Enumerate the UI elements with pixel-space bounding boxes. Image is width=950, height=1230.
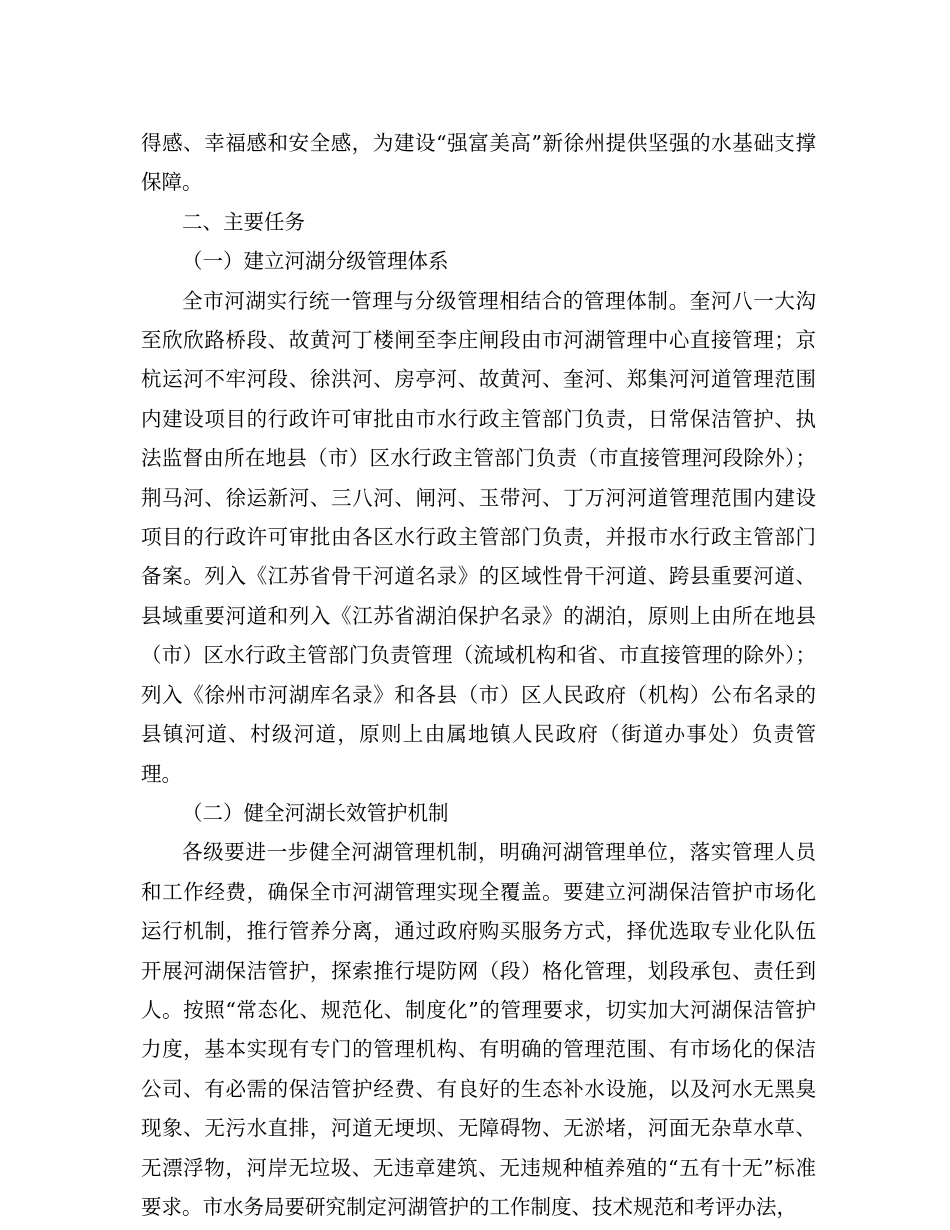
document-body xyxy=(141,124,816,1227)
section-heading-main-tasks: 二、主要任务 xyxy=(182,209,305,234)
subsection-heading-1: （一）建立河湖分级管理体系 xyxy=(182,249,449,274)
paragraph-maintenance-mechanism: 各级要进一步健全河湖管理机制，明确河湖管理单位，落实管理人员和工作经费，确保全市河湖管理实现全覆盖。要建立河湖保洁管护市场化运行机制，推行管养分离，通过政府购买服务方式，择优选取专业化队伍开展河湖保洁管护，探索推行堤防网（段）格化管理，划段承包、责任到人。按照“常态化、规范化、制度化”的管理要求，切实加大河湖保洁管护力度，基本实现有专门的管理机构、有明确的管理范围、有市场化的保洁公司、有必需的保洁管护经费、有良好的生态补水设施，以及河水无黑臭现象、无污水直排，河道无埂坝、无障碍物、无淤堵，河面无杂草水草、无漂浮物，河岸无垃圾、无违章建筑、无违规种植养殖的“五有十无”标准要求。市水务局要研究制定河湖管护的工作制度、技术规范和考评办法， xyxy=(141,840,816,1219)
paragraph-continuation: 得感、幸福感和安全感，为建设“强富美高”新徐州提供坚强的水基础支撑保障。 xyxy=(141,131,816,195)
subsection-heading-2: （二）健全河湖长效管护机制 xyxy=(182,800,449,825)
paragraph-management-system: 全市河湖实行统一管理与分级管理相结合的管理体制。奎河八一大沟至欣欣路桥段、故黄河丁楼闸至李庄闸段由市河湖管理中心直接管理；京杭运河不牢河段、徐洪河、房亭河、故黄河、奎河、郑集河河道管理范围内建设项目的行政许可审批由市水行政主管部门负责，日常保洁管护、执法监督由所在地县（市）区水行政主管部门负责（市直接管理河段除外）；荆马河、徐运新河、三八河、闸河、玉带河、丁万河河道管理范围内建设项目的行政许可审批由各区水行政主管部门负责，并报市水行政主管部门备案。列入《江苏省骨干河道名录》的区域性骨干河道、跨县重要河道、县域重要河道和列入《江苏省湖泊保护名录》的湖泊，原则上由所在地县（市）区水行政主管部门负责管理（流域机构和省、市直接管理的除外）；列入《徐州市河湖库名录》和各县（市）区人民政府（机构）公布名录的县镇河道、村级河道，原则上由属地镇人民政府（街道办事处）负责管理。 xyxy=(141,288,816,786)
